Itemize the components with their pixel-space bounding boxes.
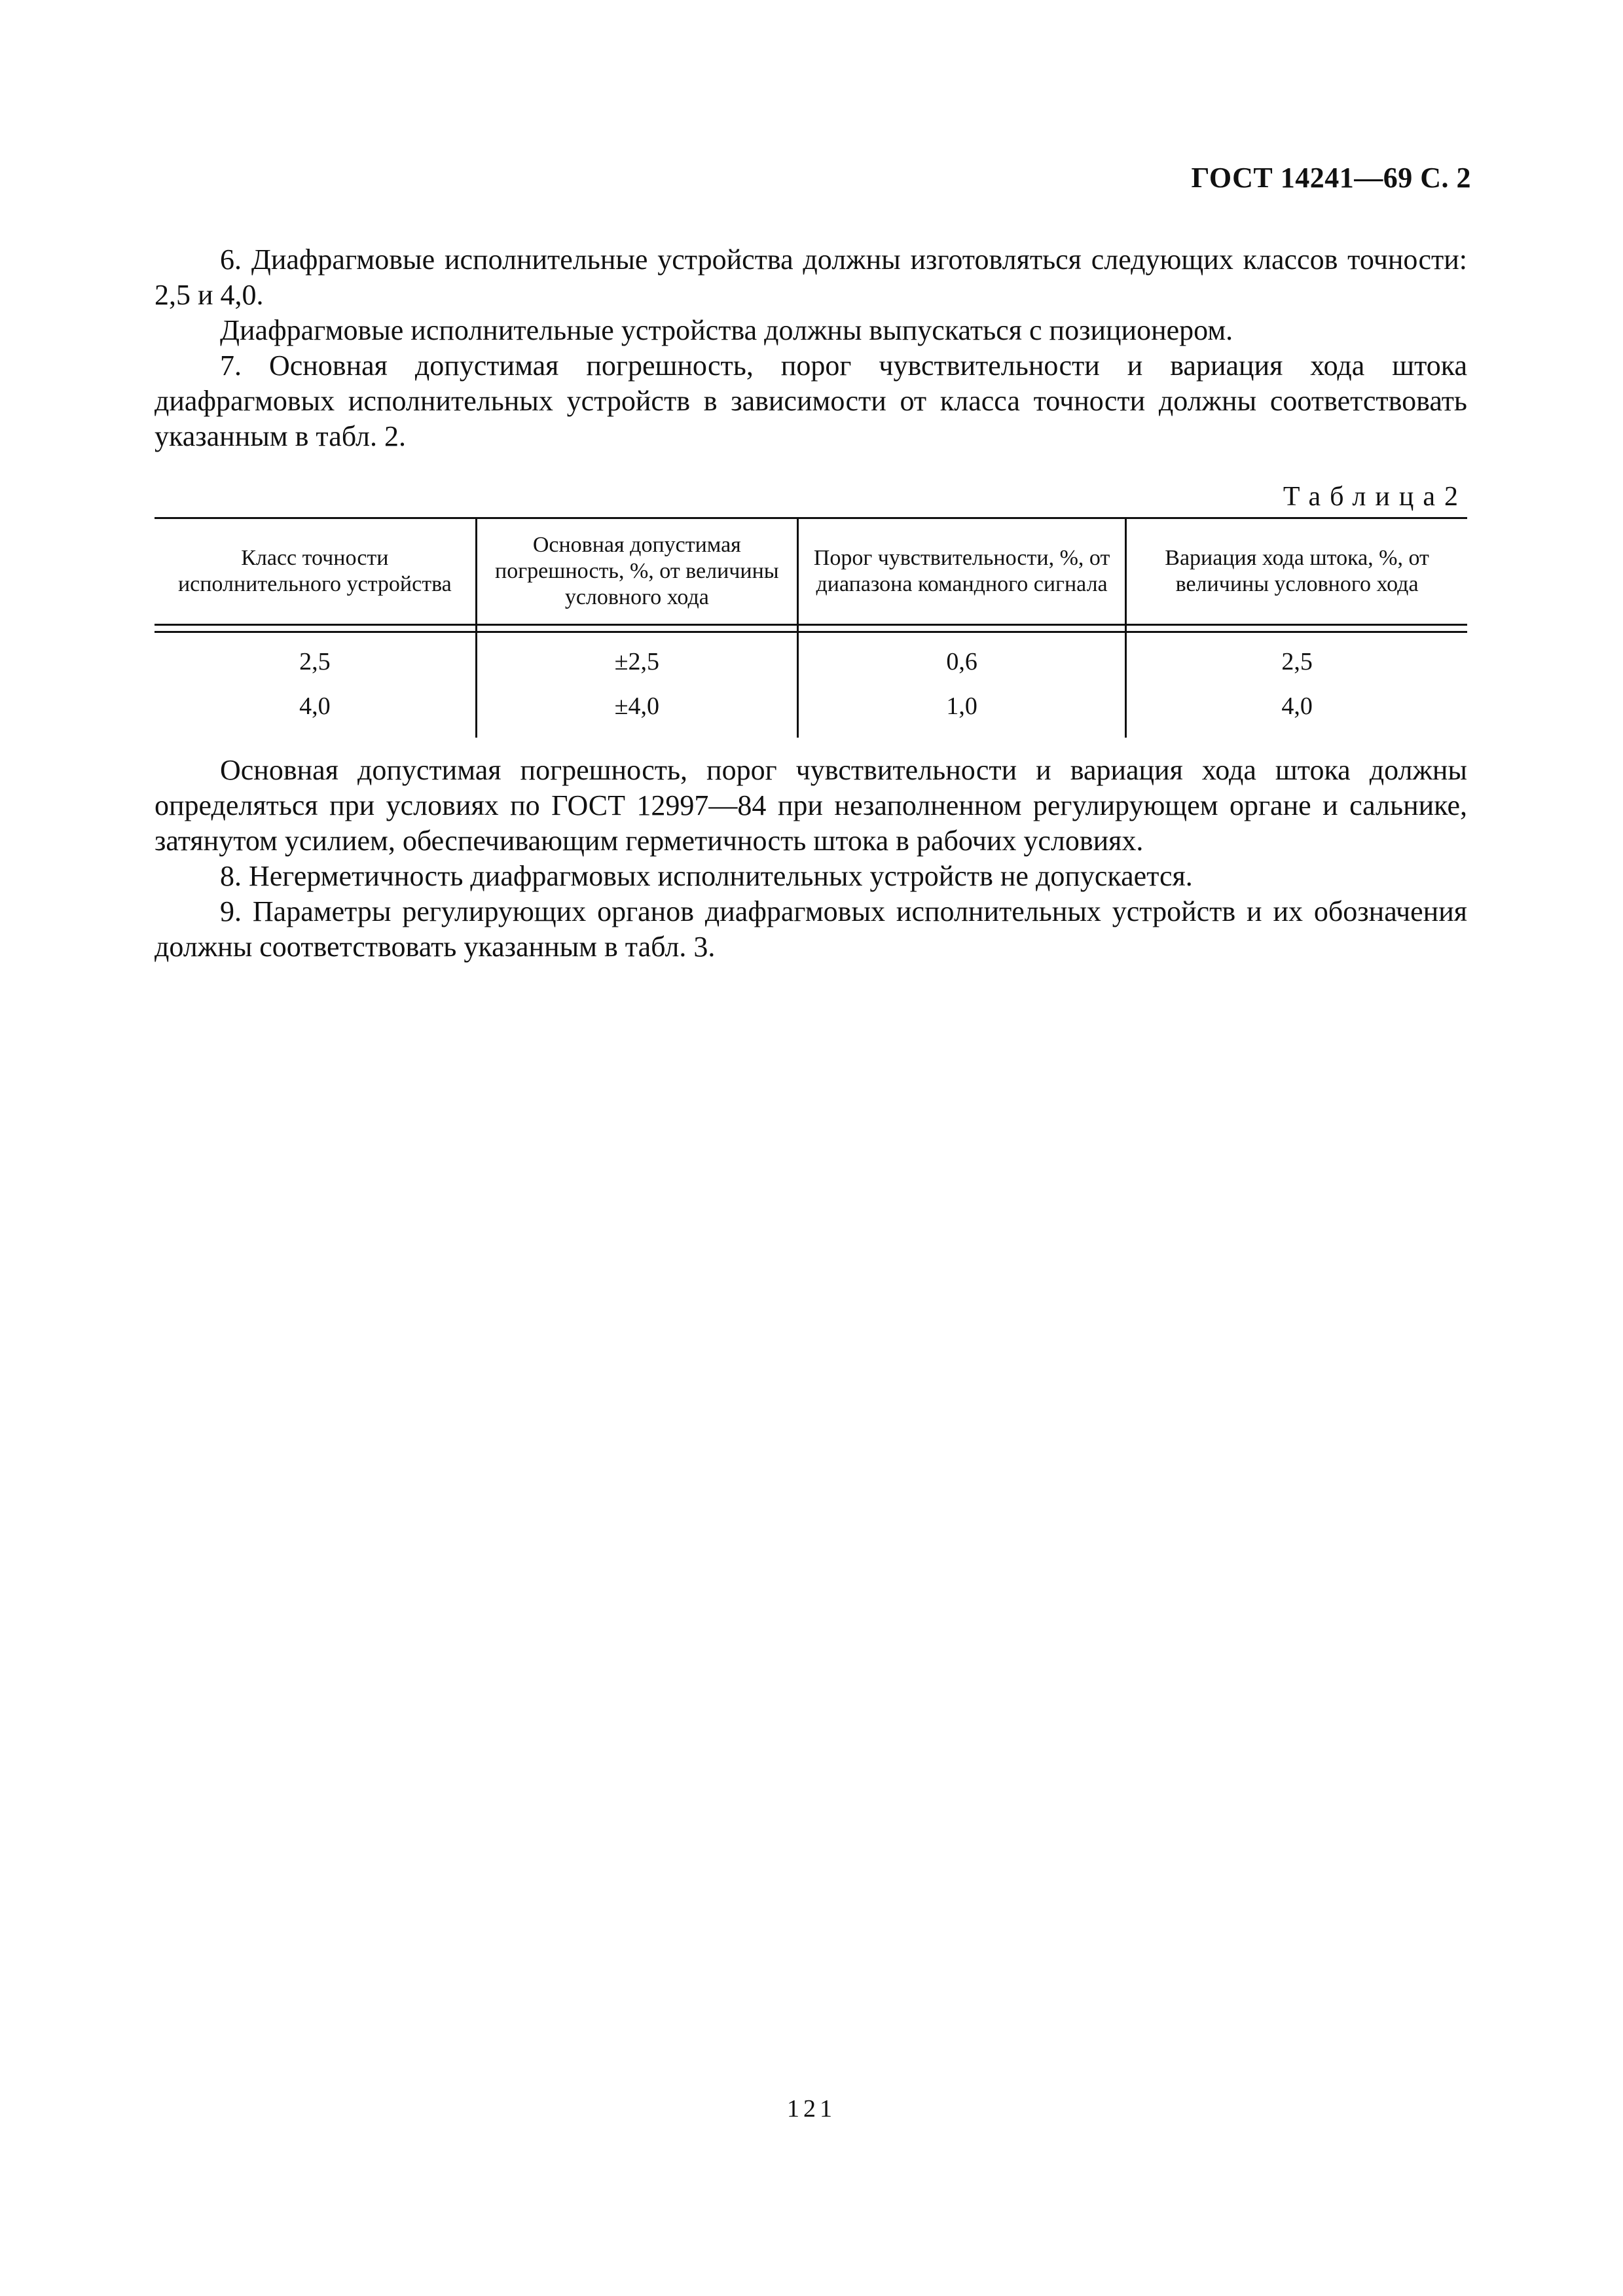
table-cell: 1,0 xyxy=(797,684,1125,738)
page-number: 121 xyxy=(787,2095,836,2123)
table-caption: Таблица2 xyxy=(1283,482,1467,512)
paragraph: Диафрагмовые исполнительные устройства должны выпускаться с позиционером. xyxy=(220,314,1233,346)
table-cell: 0,6 xyxy=(797,632,1125,685)
table-cell: ±2,5 xyxy=(476,632,797,685)
text-block-bottom xyxy=(155,753,1467,965)
paragraph: 9. Параметры регулирующих органов диафрагмовых исполнительных устройств и их обозначения должны соответствовать указанным в табл. 3. xyxy=(155,895,1467,963)
header-separator xyxy=(155,625,1467,632)
page-header: ГОСТ 14241—69 С. 2 xyxy=(1191,162,1471,194)
table-cell: 2,5 xyxy=(299,648,331,675)
paragraph: Основная допустимая погрешность, порог чувствительности и вариация хода штока должны определяться при условиях по ГОСТ 12997—84 при незаполненном регулирующем органе и сальнике, затянутом усилием, обеспечивающим герметичность штока в рабочих условиях. xyxy=(155,754,1467,857)
data-table xyxy=(155,517,1467,738)
table-row xyxy=(155,684,1467,738)
table-cell: 4,0 xyxy=(299,692,331,720)
table-cell: ±4,0 xyxy=(476,684,797,738)
table-cell: 2,5 xyxy=(1126,632,1467,685)
column-header: Порог чувствительности, %, от диапазона командного сигнала xyxy=(797,518,1125,625)
paragraph: 8. Негерметичность диафрагмовых исполнительных устройств не допускается. xyxy=(220,860,1193,892)
column-header: Класс точности исполнительного устройства xyxy=(155,518,476,625)
text-block-top xyxy=(155,242,1467,454)
paragraph: 6. Диафрагмовые исполнительные устройства должны изготовляться следующих классов точности: 2,5 и 4,0. xyxy=(155,243,1467,311)
paragraph: 7. Основная допустимая погрешность, порог чувствительности и вариация хода штока диафрагмовых исполнительных устройств в зависимости от класса точности должны соответствовать указанным в табл. 2. xyxy=(155,350,1467,452)
table-row xyxy=(155,632,1467,685)
table-cell: 4,0 xyxy=(1126,684,1467,738)
table-header-row xyxy=(155,518,1467,625)
column-header: Вариация хода штока, %, от величины условного хода xyxy=(1126,518,1467,625)
column-header: Основная допустимая погрешность, %, от величины условного хода xyxy=(476,518,797,625)
